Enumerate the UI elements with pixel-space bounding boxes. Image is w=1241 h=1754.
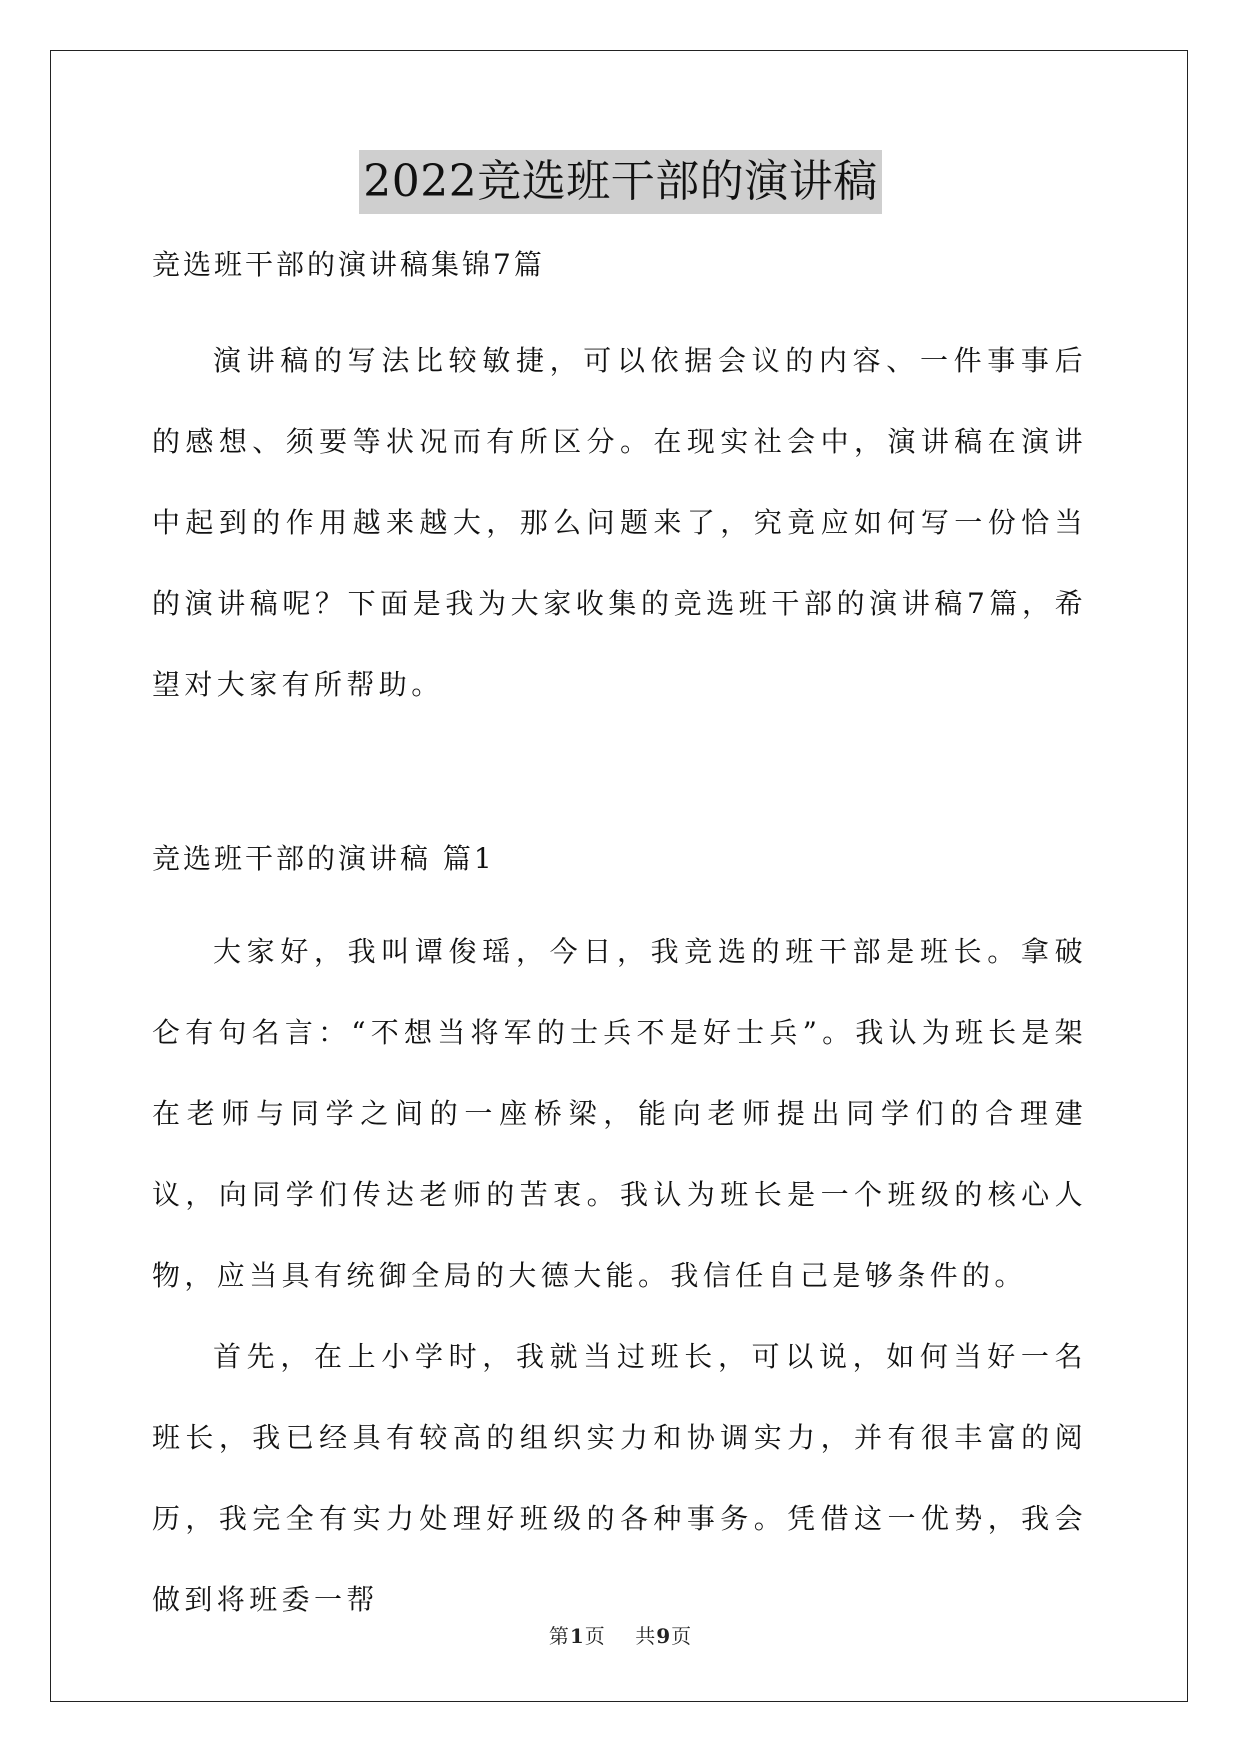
intro-paragraph: 演讲稿的写法比较敏捷，可以依据会议的内容、一件事事后的感想、须要等状况而有所区分。在现实社会中，演讲稿在演讲中起到的作用越来越大，那么问题来了，究竟应如何写一份恰当的演讲稿呢？下面是我为大家收集的竞选班干部的演讲稿7篇，希望对大家有所帮助。 bbox=[152, 344, 1087, 701]
document-body bbox=[152, 235, 1087, 1640]
title-container bbox=[0, 150, 1241, 214]
footer-prefix: 第 bbox=[548, 1624, 570, 1648]
body-paragraph-2: 首先，在上小学时，我就当过班长，可以说，如何当好一名班长，我已经具有较高的组织实力和协调实力，并有很丰富的阅历，我完全有实力处理好班级的各种事务。凭借这一优势，我会做到将班委一帮 bbox=[152, 1340, 1087, 1616]
footer-suffix: 页 bbox=[671, 1624, 693, 1648]
footer-total-pages: 9 bbox=[656, 1624, 672, 1648]
document-subtitle: 竞选班干部的演讲稿集锦7篇 bbox=[152, 248, 545, 281]
footer-middle: 页 共 bbox=[584, 1624, 657, 1648]
footer-page-number: 1 bbox=[569, 1624, 585, 1648]
body-paragraph-1: 大家好，我叫谭俊瑶，今日，我竞选的班干部是班长。拿破仑有句名言：“不想当将军的士兵不是好士兵”。我认为班长是架在老师与同学之间的一座桥梁，能向老师提出同学们的合理建议，向同学们传达老师的苦衷。我认为班长是一个班级的核心人物，应当具有统御全局的大德大能。我信任自己是够条件的。 bbox=[152, 935, 1087, 1292]
section-heading: 竞选班干部的演讲稿 篇1 bbox=[152, 842, 495, 875]
page-footer bbox=[0, 1620, 1241, 1649]
document-title: 2022竞选班干部的演讲稿 bbox=[359, 150, 881, 214]
